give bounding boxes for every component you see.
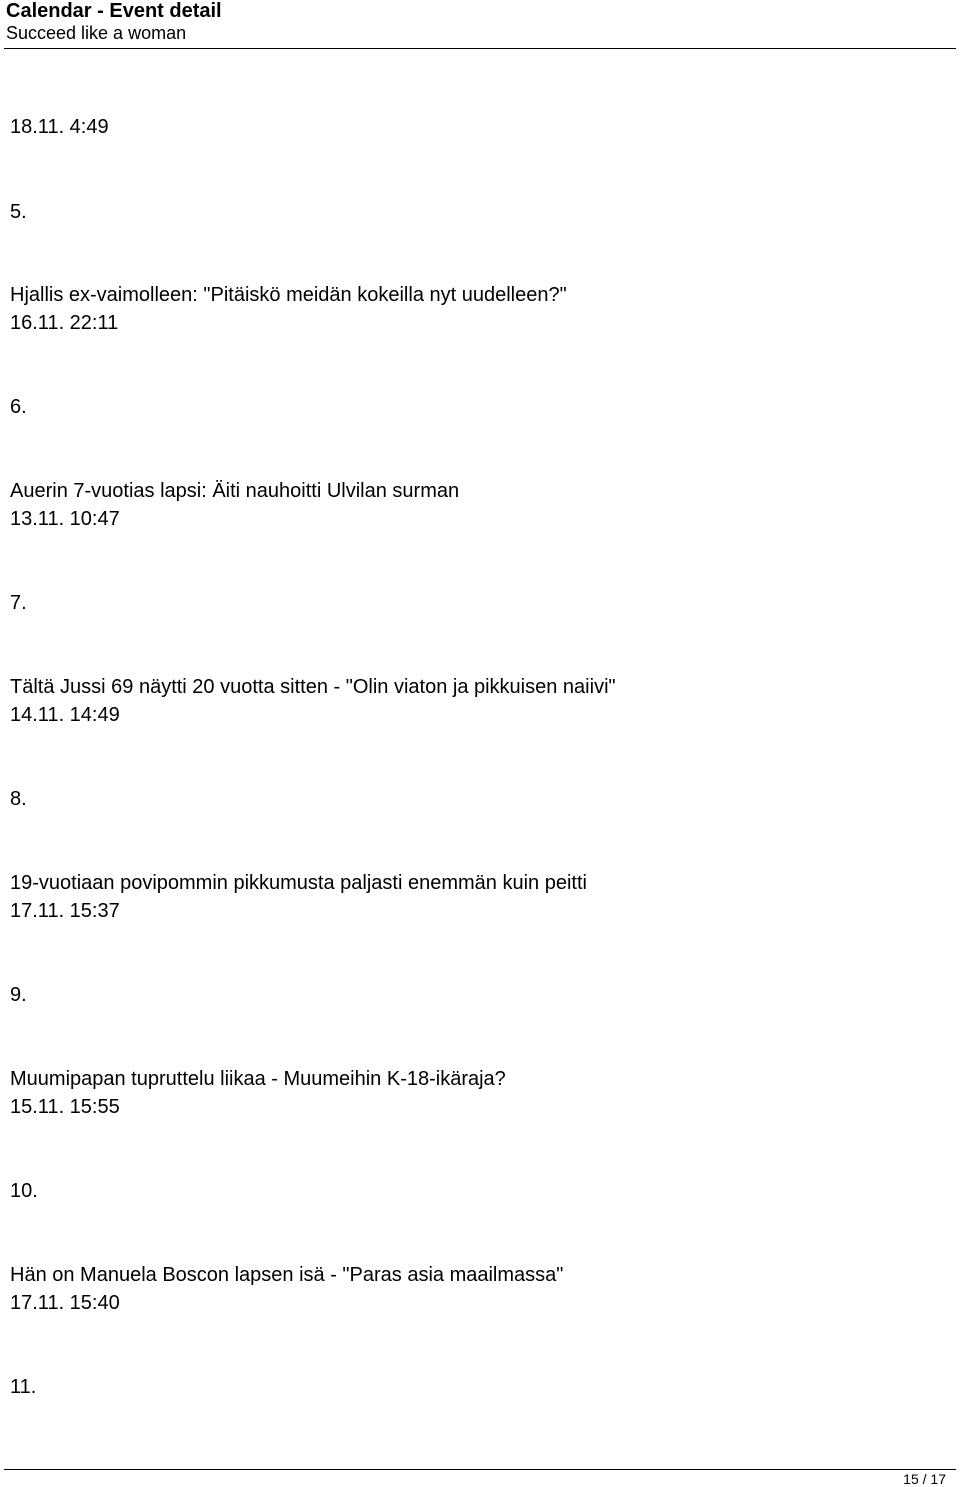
article-rank: 5. <box>10 201 27 223</box>
article-timestamp: 14.11. 14:49 <box>10 704 120 726</box>
article-headline-link[interactable]: Tältä Jussi 69 näytti 20 vuotta sitten - "Olin viaton ja pikkuisen naiivi" <box>10 676 616 698</box>
article-rank: 7. <box>10 592 27 614</box>
article-headline-link[interactable]: Muumipapan tupruttelu liikaa - Muumeihin K-18-ikäraja? <box>10 1068 506 1090</box>
article-rank: 6. <box>10 396 27 418</box>
page-indicator: 15 / 17 <box>903 1471 946 1487</box>
article-rank: 9. <box>10 984 27 1006</box>
article-timestamp: 17.11. 15:37 <box>10 900 120 922</box>
article-timestamp: 13.11. 10:47 <box>10 508 120 530</box>
article-headline-link[interactable]: 19-vuotiaan povipommin pikkumusta paljasti enemmän kuin peitti <box>10 872 587 894</box>
document-title: Calendar - Event detail <box>6 0 222 22</box>
article-timestamp: 17.11. 15:40 <box>10 1292 120 1314</box>
article-timestamp: 15.11. 15:55 <box>10 1096 120 1118</box>
article-headline-link[interactable]: Hjallis ex-vaimolleen: "Pitäiskö meidän kokeilla nyt uudelleen?" <box>10 284 567 306</box>
header-divider <box>4 48 956 49</box>
article-headline-link[interactable]: Hän on Manuela Boscon lapsen isä - "Paras asia maailmassa" <box>10 1264 564 1286</box>
article-rank: 11. <box>10 1376 37 1398</box>
article-rank: 8. <box>10 788 27 810</box>
footer-divider <box>4 1469 956 1470</box>
article-timestamp: 16.11. 22:11 <box>10 312 119 334</box>
document-subtitle: Succeed like a woman <box>6 23 187 43</box>
article-timestamp: 18.11. 4:49 <box>10 116 109 138</box>
article-headline-link[interactable]: Auerin 7-vuotias lapsi: Äiti nauhoitti Ulvilan surman <box>10 480 460 502</box>
article-rank: 10. <box>10 1180 38 1202</box>
